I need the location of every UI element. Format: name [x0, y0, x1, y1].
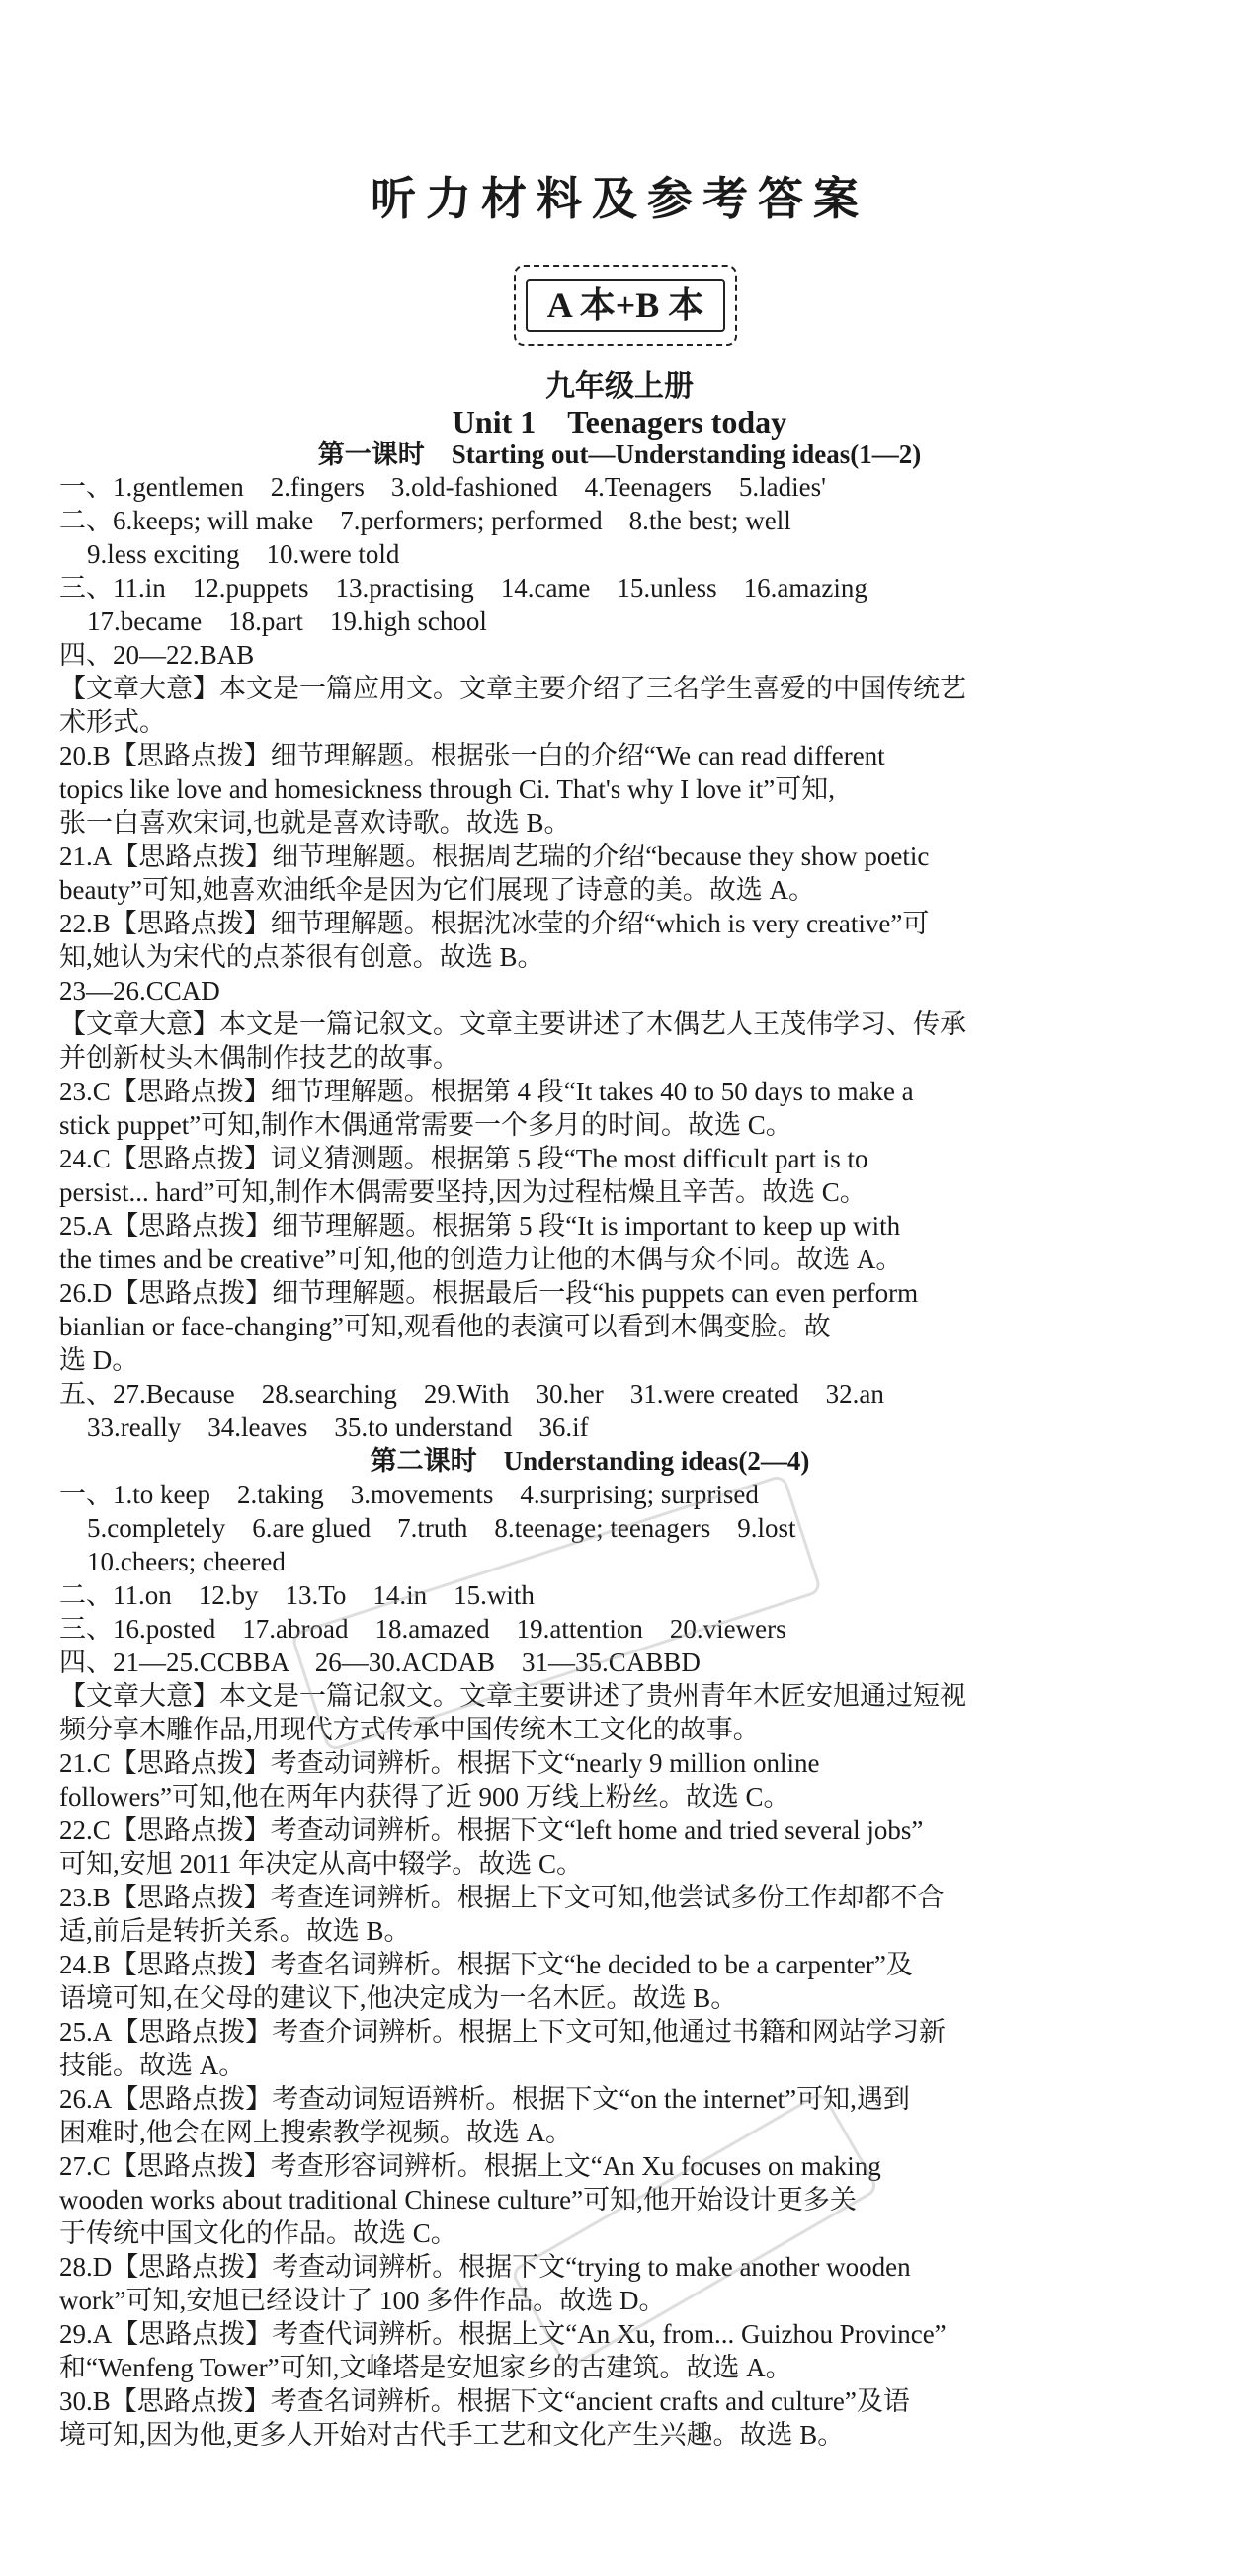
explanation-line: bianlian or face-changing”可知,观看他的表演可以看到木偶变脸。故	[59, 1312, 831, 1341]
answer-line: 9.less exciting 10.were told	[87, 539, 400, 569]
explanation-line: persist... hard”可知,制作木偶需要坚持,因为过程枯燥且辛苦。故选 C。	[59, 1177, 867, 1207]
explanation-line: topics like love and homesickness through Ci. That's why I love it”可知,	[59, 774, 836, 804]
explanation-line: 境可知,因为他,更多人开始对古代手工艺和文化产生兴趣。故选 B。	[59, 2420, 845, 2450]
explanation-line: 知,她认为宋代的点茶很有创意。故选 B。	[59, 942, 544, 972]
explanation-line: 28.D【思路点拨】考查动词辨析。根据下文“trying to make another wooden	[59, 2252, 911, 2282]
explanation-line: 22.C【思路点拨】考查动词辨析。根据下文“left home and tried several jobs”	[59, 1815, 924, 1845]
summary-line: 【文章大意】本文是一篇记叙文。文章主要讲述了木偶艺人王茂伟学习、传承	[59, 1009, 966, 1039]
explanation-line: 于传统中国文化的作品。故选 C。	[59, 2218, 457, 2248]
explanation-line: 25.A【思路点拨】细节理解题。根据第 5 段“It is important to keep up with	[59, 1211, 901, 1241]
edition-badge	[514, 265, 737, 346]
lesson-2-heading: 第二课时 Understanding ideas(2—4)	[370, 1446, 810, 1476]
explanation-line: 20.B【思路点拨】细节理解题。根据张一白的介绍“We can read different	[59, 741, 885, 770]
summary-line: 频分享木雕作品,用现代方式传承中国传统木工文化的故事。	[59, 1715, 760, 1744]
explanation-line: 24.B【思路点拨】考查名词辨析。根据下文“he decided to be a carpenter”及	[59, 1950, 913, 1979]
answer-line: 23—26.CCAD	[59, 976, 220, 1006]
answer-line: 三、11.in 12.puppets 13.practising 14.came 15.unless 16.amazing	[59, 573, 867, 603]
explanation-line: 张一白喜欢宋词,也就是喜欢诗歌。故选 B。	[59, 808, 571, 838]
answer-line: 一、1.gentlemen 2.fingers 3.old-fashioned 4.Teenagers 5.ladies'	[59, 472, 827, 502]
explanation-line: 29.A【思路点拨】考查代词辨析。根据上文“An Xu, from... Guizhou Province”	[59, 2319, 947, 2349]
explanation-line: 21.C【思路点拨】考查动词辨析。根据下文“nearly 9 million online	[59, 1748, 820, 1778]
answer-body	[59, 470, 1180, 2452]
explanation-line: beauty”可知,她喜欢油纸伞是因为它们展现了诗意的美。故选 A。	[59, 875, 815, 905]
explanation-line: 30.B【思路点拨】考查名词辨析。根据下文“ancient crafts and culture”及语	[59, 2386, 910, 2416]
explanation-line: 23.B【思路点拨】考查连词辨析。根据上下文可知,他尝试多份工作却都不合	[59, 1883, 945, 1912]
answer-line: 17.became 18.part 19.high school	[87, 606, 487, 636]
answer-line: 四、21—25.CCBBA 26—30.ACDAB 31—35.CABBD	[59, 1648, 701, 1677]
answer-line: 五、27.Because 28.searching 29.With 30.her 31.were created 32.an	[59, 1379, 884, 1409]
answer-line: 5.completely 6.are glued 7.truth 8.teenage; teenagers 9.lost	[87, 1513, 796, 1543]
explanation-line: 26.D【思路点拨】细节理解题。根据最后一段“his puppets can even perform	[59, 1278, 919, 1308]
answer-line: 10.cheers; cheered	[87, 1547, 286, 1576]
explanation-line: 选 D。	[59, 1345, 139, 1375]
answer-line: 二、6.keeps; will make 7.performers; performed 8.the best; well	[59, 506, 791, 535]
explanation-line: wooden works about traditional Chinese culture”可知,他开始设计更多关	[59, 2185, 857, 2214]
page-title: 听力材料及参考答案	[371, 174, 868, 224]
explanation-line: 24.C【思路点拨】词义猜测题。根据第 5 段“The most difficult part is to	[59, 1144, 868, 1173]
summary-line: 术形式。	[59, 707, 166, 737]
explanation-line: the times and be creative”可知,他的创造力让他的木偶与众不同。故选 A。	[59, 1245, 903, 1274]
answer-line: 一、1.to keep 2.taking 3.movements 4.surprising; surprised	[59, 1480, 759, 1509]
unit-heading: Unit 1 Teenagers today	[452, 404, 787, 440]
explanation-line: 语境可知,在父母的建议下,他决定成为一名木匠。故选 B。	[59, 1983, 738, 2013]
explanation-line: 可知,安旭 2011 年决定从高中辍学。故选 C。	[59, 1849, 584, 1879]
explanation-line: 27.C【思路点拨】考查形容词辨析。根据上文“An Xu focuses on making	[59, 2151, 881, 2181]
summary-line: 【文章大意】本文是一篇记叙文。文章主要讲述了贵州青年木匠安旭通过短视	[59, 1681, 966, 1711]
answer-line: 33.really 34.leaves 35.to understand 36.if	[87, 1412, 589, 1442]
explanation-line: 25.A【思路点拨】考查介词辨析。根据上下文可知,他通过书籍和网站学习新	[59, 2017, 946, 2047]
explanation-line: 和“Wenfeng Tower”可知,文峰塔是安旭家乡的古建筑。故选 A。	[59, 2353, 792, 2382]
explanation-line: 26.A【思路点拨】考查动词短语辨析。根据下文“on the internet”可知,遇到	[59, 2084, 910, 2114]
summary-line: 并创新杖头木偶制作技艺的故事。	[59, 1043, 459, 1073]
explanation-line: 21.A【思路点拨】细节理解题。根据周艺瑞的介绍“because they show poetic	[59, 842, 930, 871]
explanation-line: stick puppet”可知,制作木偶通常需要一个多月的时间。故选 C。	[59, 1110, 792, 1140]
explanation-line: 23.C【思路点拨】细节理解题。根据第 4 段“It takes 40 to 50 days to make a	[59, 1077, 914, 1106]
grade-heading: 九年级上册	[545, 370, 694, 403]
answer-line: 四、20—22.BAB	[59, 640, 255, 670]
explanation-line: 困难时,他会在网上搜索教学视频。故选 A。	[59, 2118, 572, 2147]
answer-line: 三、16.posted 17.abroad 18.amazed 19.attention 20.viewers	[59, 1614, 786, 1644]
explanation-line: 适,前后是转折关系。故选 B。	[59, 1916, 411, 1946]
explanation-line: followers”可知,他在两年内获得了近 900 万线上粉丝。故选 C。	[59, 1782, 790, 1811]
badge-label: A 本+B 本	[526, 279, 725, 332]
explanation-line: 技能。故选 A。	[59, 2051, 246, 2080]
explanation-line: work”可知,安旭已经设计了 100 多件作品。故选 D。	[59, 2286, 666, 2315]
lesson-1-heading: 第一课时 Starting out—Understanding ideas(1—2)	[317, 440, 922, 469]
answer-line: 二、11.on 12.by 13.To 14.in 15.with	[59, 1580, 535, 1610]
summary-line: 【文章大意】本文是一篇应用文。文章主要介绍了三名学生喜爱的中国传统艺	[59, 674, 966, 703]
explanation-line: 22.B【思路点拨】细节理解题。根据沈冰莹的介绍“which is very creative”可	[59, 909, 930, 938]
